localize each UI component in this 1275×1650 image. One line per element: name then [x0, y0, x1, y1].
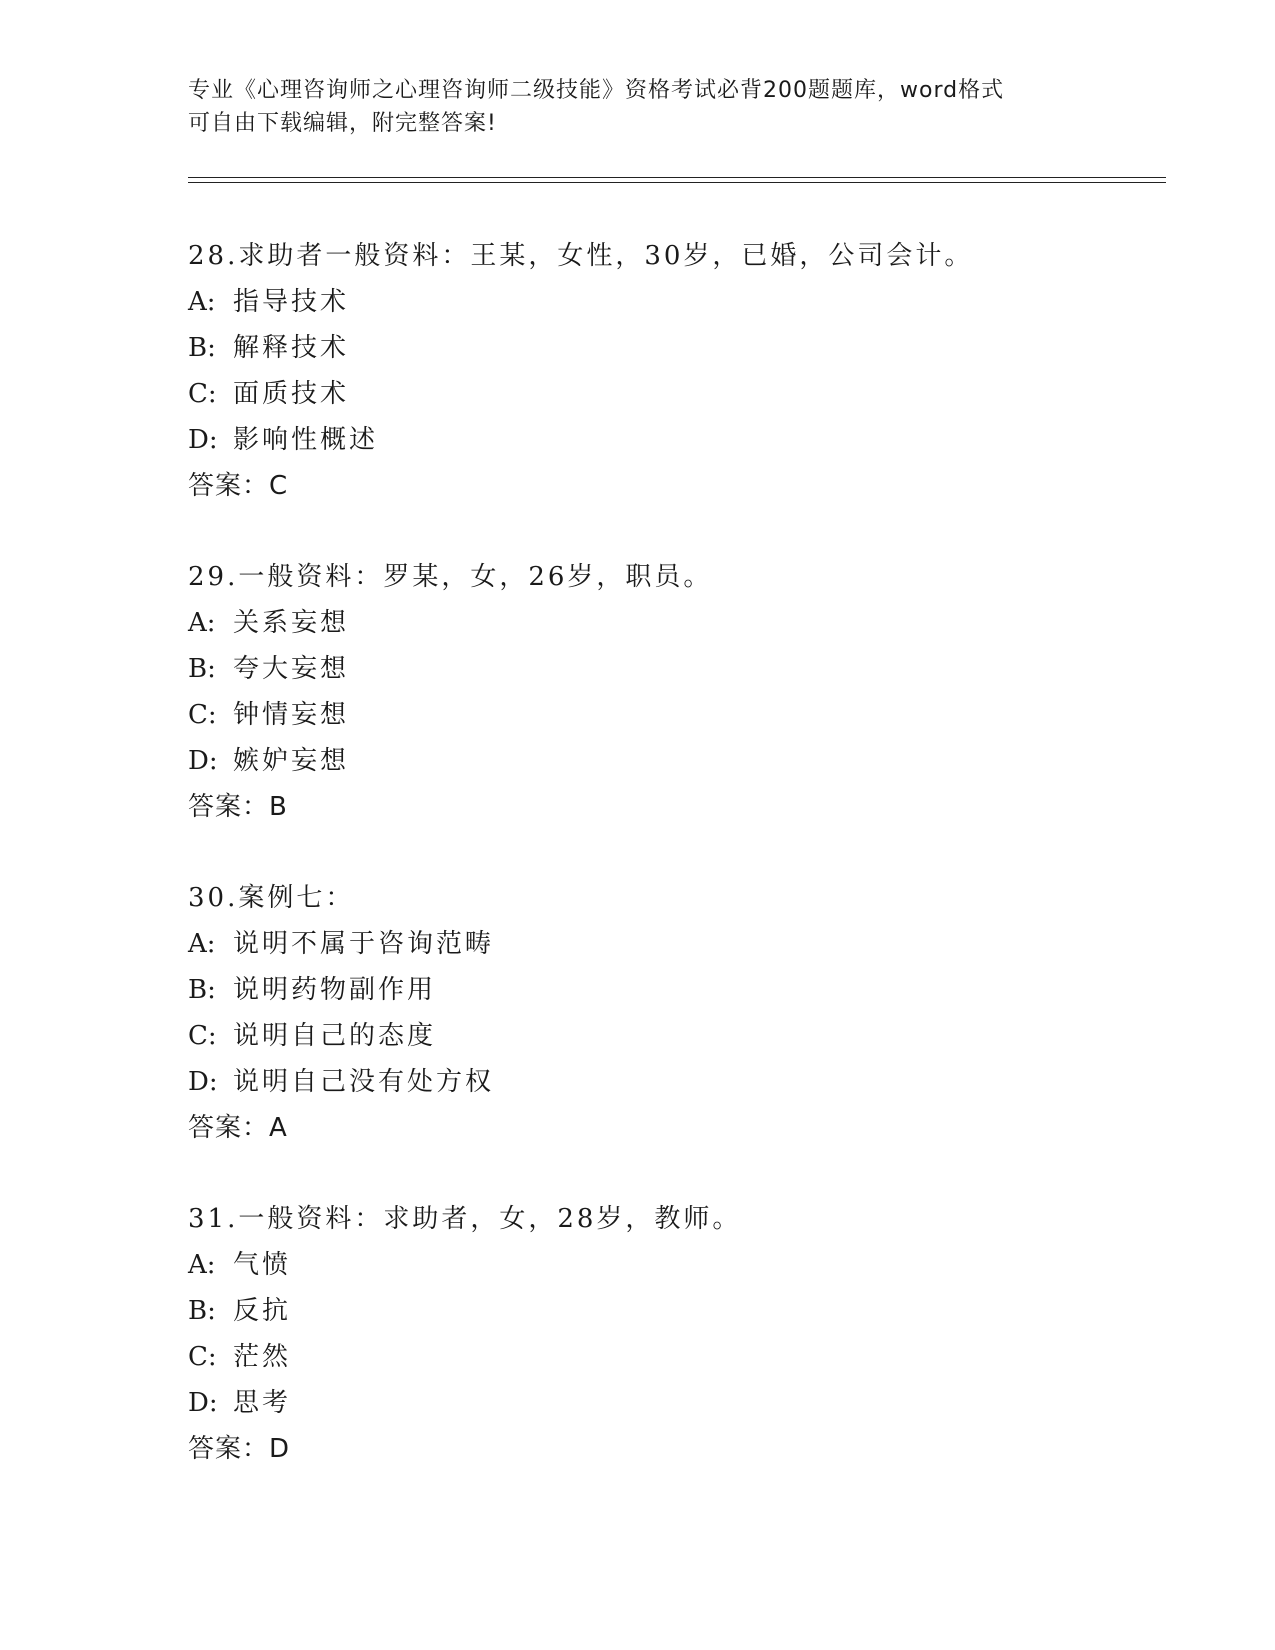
option-a	[188, 600, 1168, 646]
option-key: A:	[188, 1250, 216, 1280]
option-d	[188, 738, 1168, 784]
answer-line: 答案：C	[188, 471, 289, 501]
option-text: 思考	[233, 1388, 292, 1418]
option-key: B:	[188, 654, 216, 684]
header-line-1: 专业《心理咨询师之心理咨询师二级技能》资格考试必背200题题库，word格式	[188, 78, 1005, 103]
option-key: C:	[188, 1342, 217, 1372]
option-b	[188, 1288, 1168, 1334]
option-text: 指导技术	[233, 287, 350, 317]
question-list	[188, 233, 1168, 1517]
option-key: A:	[188, 608, 216, 638]
option-a	[188, 921, 1168, 967]
document-header	[188, 74, 1088, 140]
option-text: 嫉妒妄想	[233, 746, 350, 776]
option-text: 说明药物副作用	[233, 975, 437, 1005]
option-text: 解释技术	[233, 333, 350, 363]
option-text: 关系妄想	[233, 608, 350, 638]
question-stem: 29.一般资料：罗某，女，26岁，职员。	[188, 562, 713, 592]
option-b	[188, 325, 1168, 371]
option-key: D:	[188, 746, 218, 776]
option-d	[188, 417, 1168, 463]
answer-line: 答案：B	[188, 792, 288, 822]
question-block	[188, 875, 1168, 1196]
option-text: 说明自己没有处方权	[233, 1067, 495, 1097]
option-key: C:	[188, 700, 217, 730]
option-key: C:	[188, 379, 217, 409]
question-stem: 31.一般资料：求助者，女，28岁，教师。	[188, 1204, 742, 1234]
header-divider-top	[188, 177, 1166, 178]
option-key: A:	[188, 929, 216, 959]
option-a	[188, 279, 1168, 325]
option-b	[188, 967, 1168, 1013]
header-line-2: 可自由下载编辑，附完整答案!	[188, 111, 497, 136]
answer-line: 答案：D	[188, 1434, 291, 1464]
option-text: 夸大妄想	[233, 654, 350, 684]
option-text: 面质技术	[233, 379, 350, 409]
option-key: B:	[188, 975, 216, 1005]
option-key: A:	[188, 287, 216, 317]
option-text: 反抗	[233, 1296, 292, 1326]
option-d	[188, 1059, 1168, 1105]
option-text: 气愤	[233, 1250, 292, 1280]
option-text: 说明不属于咨询范畴	[233, 929, 495, 959]
option-d	[188, 1380, 1168, 1426]
option-key: D:	[188, 1067, 218, 1097]
option-key: D:	[188, 1388, 218, 1418]
option-key: B:	[188, 1296, 216, 1326]
option-c	[188, 1013, 1168, 1059]
option-key: D:	[188, 425, 218, 455]
question-block	[188, 554, 1168, 875]
option-c	[188, 692, 1168, 738]
question-block	[188, 1196, 1168, 1517]
option-key: C:	[188, 1021, 217, 1051]
answer-line: 答案：A	[188, 1113, 288, 1143]
option-b	[188, 646, 1168, 692]
option-key: B:	[188, 333, 216, 363]
option-c	[188, 371, 1168, 417]
option-text: 说明自己的态度	[233, 1021, 437, 1051]
option-text: 茫然	[233, 1342, 292, 1372]
question-stem: 30.案例七：	[188, 883, 355, 913]
option-a	[188, 1242, 1168, 1288]
option-text: 影响性概述	[233, 425, 379, 455]
question-block	[188, 233, 1168, 554]
option-text: 钟情妄想	[233, 700, 350, 730]
option-c	[188, 1334, 1168, 1380]
header-divider-bottom	[188, 182, 1166, 183]
question-stem: 28.求助者一般资料：王某，女性，30岁，已婚，公司会计。	[188, 241, 974, 271]
